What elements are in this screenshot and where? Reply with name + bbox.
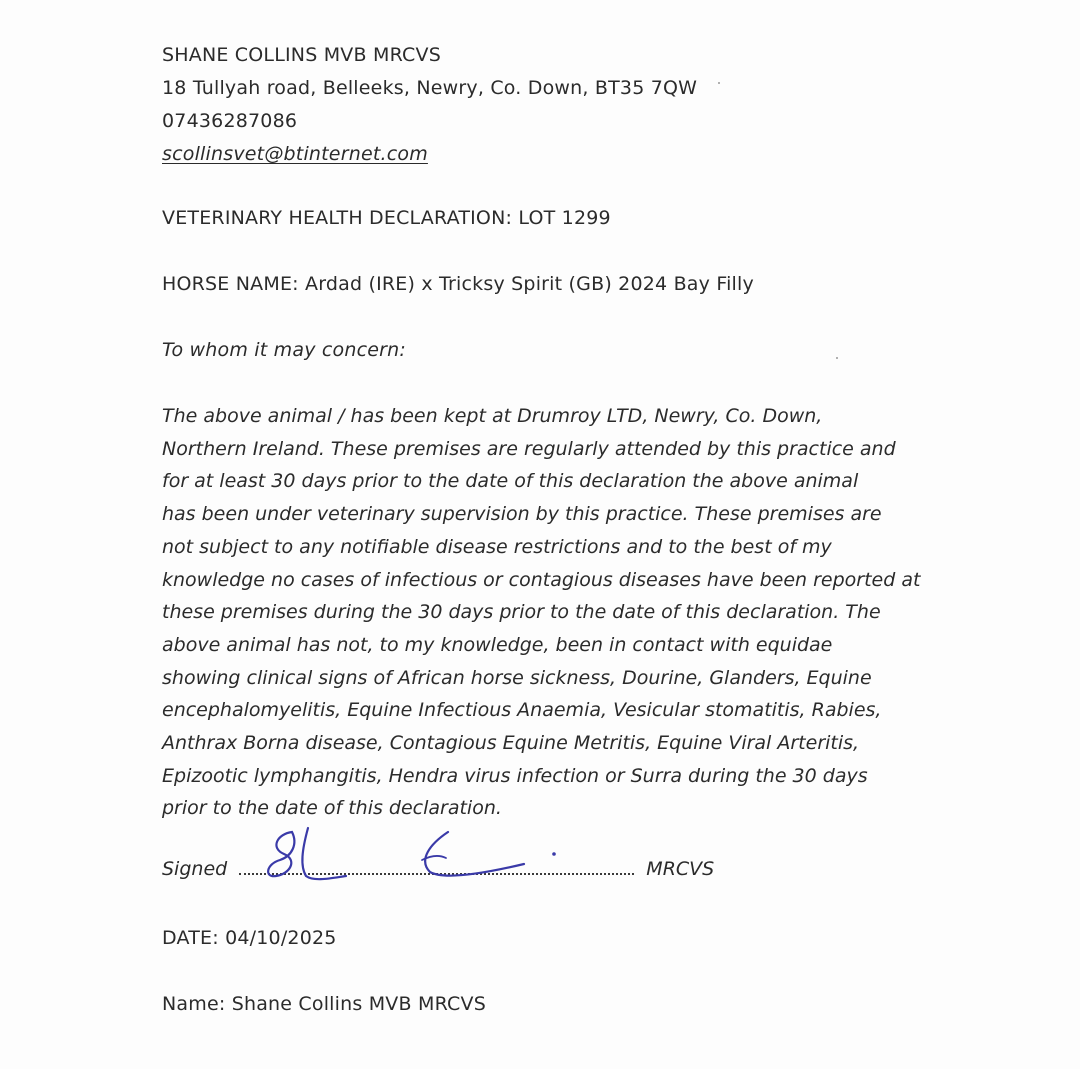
body-line: Anthrax Borna disease, Contagious Equine Metritis, Equine Viral Arteritis,: [162, 732, 860, 755]
body-line: encephalomyelitis, Equine Infectious Anaemia, Vesicular stomatitis, Rabies,: [162, 699, 882, 722]
signature-suffix: MRCVS: [646, 858, 715, 880]
body-line: for at least 30 days prior to the date of this declaration the above animal: [162, 470, 859, 493]
horse-name: HORSE NAME: Ardad (IRE) x Tricksy Spirit (GB) 2024 Bay Filly: [162, 273, 754, 295]
body-line: these premises during the 30 days prior to the date of this declaration. The: [162, 601, 881, 624]
vet-phone: 07436287086: [162, 110, 298, 132]
body-line: not subject to any notifiable disease restrictions and to the best of my: [162, 535, 832, 558]
body-line: above animal has not, to my knowledge, been in contact with equidae: [162, 633, 833, 656]
body-line: has been under veterinary supervision by this practice. These premises are: [162, 503, 882, 526]
signed-label: Signed: [162, 858, 228, 880]
declaration-body: [162, 400, 922, 825]
body-line: prior to the date of this declaration.: [162, 797, 502, 820]
body-line: showing clinical signs of African horse sickness, Dourine, Glanders, Equine: [162, 666, 872, 689]
salutation: To whom it may concern:: [162, 339, 406, 361]
body-line: Northern Ireland. These premises are regularly attended by this practice and: [162, 437, 896, 460]
vet-name: SHANE COLLINS MVB MRCVS: [162, 44, 441, 66]
vet-email[interactable]: scollinsvet@btinternet.com: [162, 143, 428, 165]
body-line: The above animal / has been kept at Drumroy LTD, Newry, Co. Down,: [162, 405, 823, 427]
paper-speck: [718, 82, 720, 84]
body-line: knowledge no cases of infectious or contagious diseases have been reported at: [162, 568, 921, 591]
declaration-title: VETERINARY HEALTH DECLARATION: LOT 1299: [162, 207, 611, 229]
handwritten-signature: [262, 820, 562, 890]
body-line: Epizootic lymphangitis, Hendra virus infection or Surra during the 30 days: [162, 764, 868, 787]
signatory-name: Name: Shane Collins MVB MRCVS: [162, 993, 486, 1015]
vet-address: 18 Tullyah road, Belleeks, Newry, Co. Down, BT35 7QW: [162, 77, 698, 99]
paper-speck: [836, 357, 838, 359]
declaration-date: DATE: 04/10/2025: [162, 927, 337, 949]
